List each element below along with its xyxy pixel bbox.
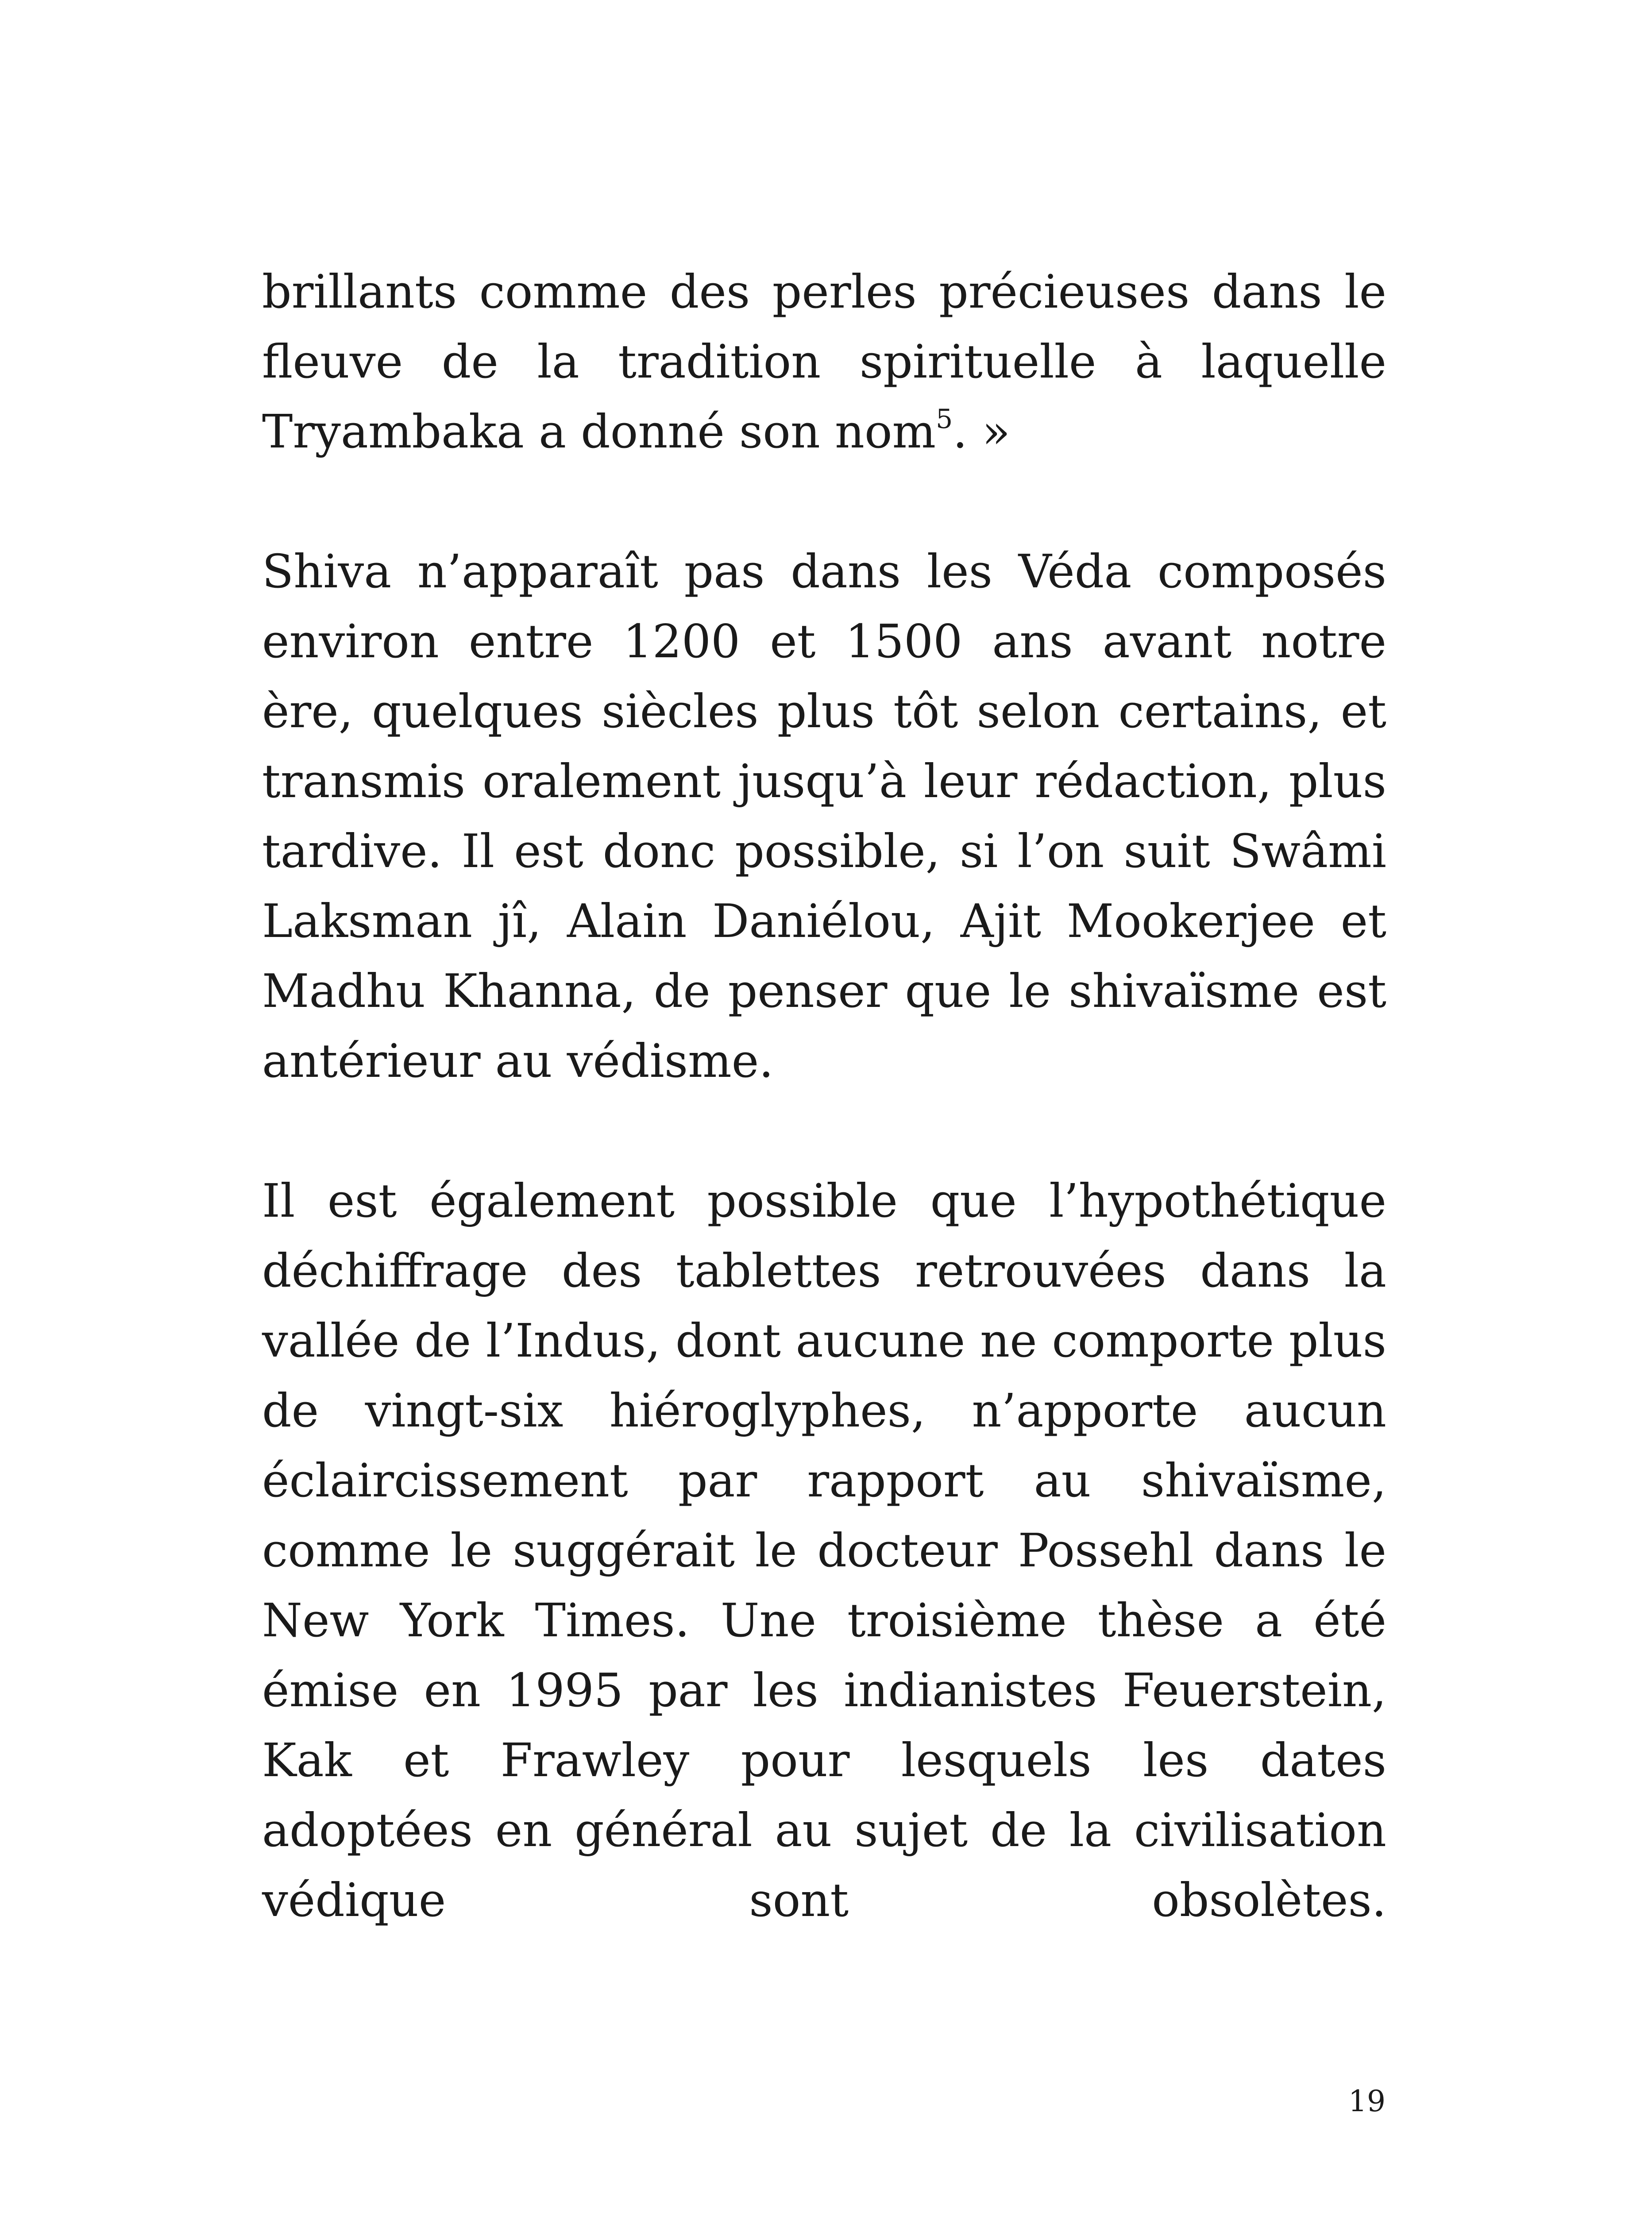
paragraph-2: Shiva n’apparaît pas dans les Véda composés environ entre 1200 et 1500 ans avant notre ère, quelques siècles plus tôt selon certains, et transmis oralement jusqu’à leur rédaction, plus tardive. Il est donc possible, si l’on suit Swâmi Laksman jî, Alain Daniélou, Ajit Mookerjee et Madhu Khanna, de penser que le shivaïsme est antérieur au védisme. [262, 544, 1386, 1088]
paragraph-1-closing: . » [953, 405, 1011, 459]
paragraph-1 [262, 257, 1386, 467]
paragraph-1-text: brillants comme des perles précieuses dans le fleuve de la tradition spirituelle à laquelle Tryambaka a donné son nom [262, 265, 1386, 459]
page-number: 19 [1348, 2084, 1386, 2118]
text-column [262, 257, 1386, 1935]
footnote-reference[interactable]: 5 [936, 404, 953, 435]
paragraph-3: Il est également possible que l’hypothétique déchiffrage des tablettes retrouvées dans la vallée de l’Indus, dont aucune ne comporte plus de vingt-six hiéroglyphes, n’apporte aucun éclaircissement par rapport au shivaïsme, comme le suggérait le docteur Possehl dans le New York Times. Une troisième thèse a été émise en 1995 par les indianistes Feuerstein, Kak et Frawley pour lesquels les dates adoptées en général au sujet de la civilisation védique sont obsolètes. [262, 1174, 1386, 1927]
